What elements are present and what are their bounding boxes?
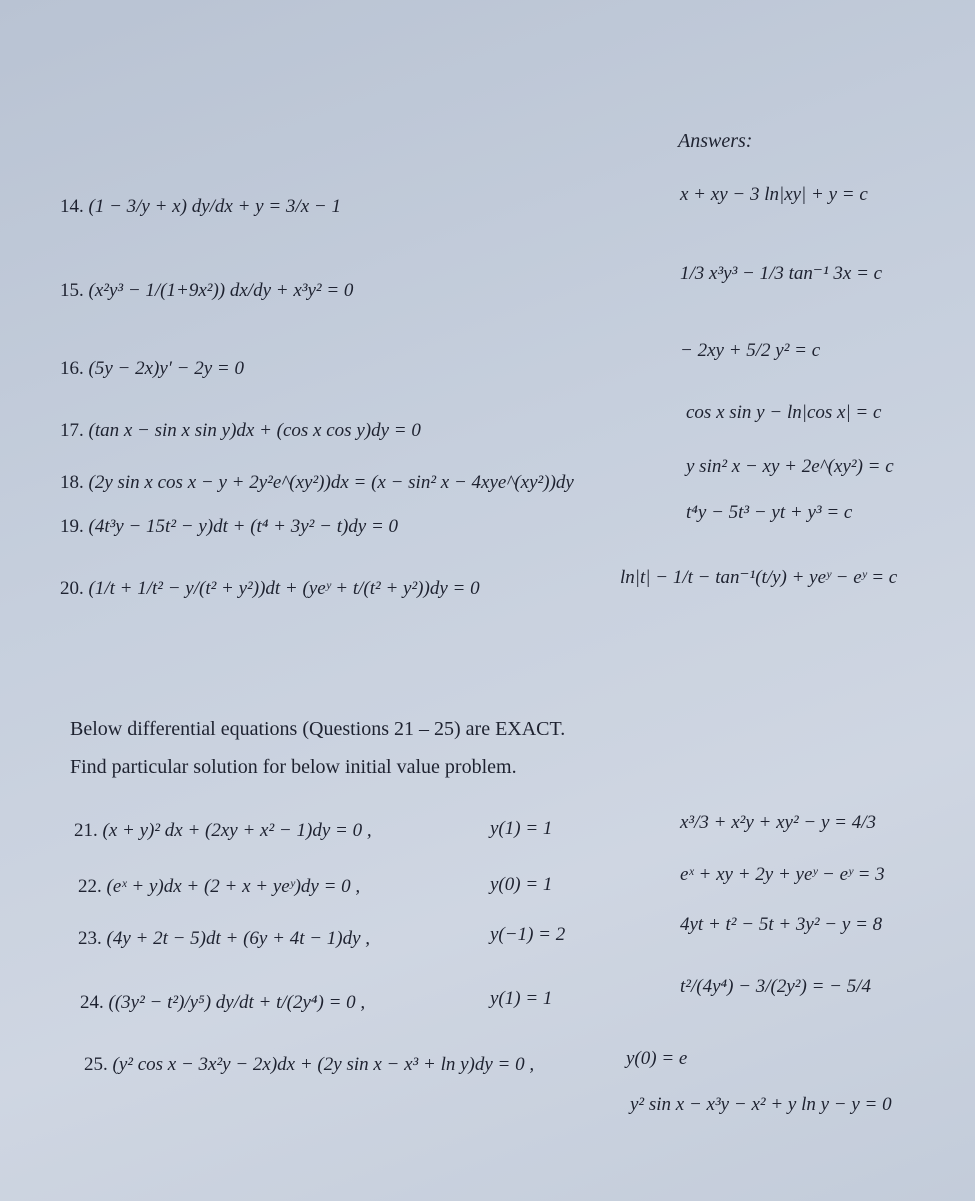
problem-21: 21. (x + y)² dx + (2xy + x² − 1)dy = 0 , <box>74 820 372 841</box>
answer-20: ln|t| − 1/t − tan⁻¹(t/y) + yeʸ − eʸ = c <box>620 567 898 588</box>
problem-25: 25. (y² cos x − 3x²y − 2x)dx + (2y sin x − x³ + ln y)dy = 0 , <box>84 1054 535 1075</box>
problem-22: 22. (eˣ + y)dx + (2 + x + yeʸ)dy = 0 , <box>78 876 361 897</box>
answer-25: y² sin x − x³y − x² + y ln y − y = 0 <box>630 1094 892 1115</box>
answer-16: − 2xy + 5/2 y² = c <box>680 340 821 361</box>
ivp-22: y(0) = 1 <box>490 874 553 895</box>
answers-title: Answers: <box>678 130 753 152</box>
answer-23: 4yt + t² − 5t + 3y² − y = 8 <box>680 914 883 935</box>
ivp-24: y(1) = 1 <box>490 988 553 1009</box>
section2-heading-1: Below differential equations (Questions 21 – 25) are EXACT. <box>70 718 566 740</box>
answer-14: x + xy − 3 ln|xy| + y = c <box>680 184 868 205</box>
answer-22: eˣ + xy + 2y + yeʸ − eʸ = 3 <box>680 864 885 885</box>
problem-23: 23. (4y + 2t − 5)dt + (6y + 4t − 1)dy , <box>78 928 371 949</box>
problem-17: 17. (tan x − sin x sin y)dx + (cos x cos y)dy = 0 <box>60 420 421 441</box>
answer-24: t²/(4y⁴) − 3/(2y²) = − 5/4 <box>680 976 872 997</box>
answer-17: cos x sin y − ln|cos x| = c <box>686 402 882 423</box>
problem-20: 20. (1/t + 1/t² − y/(t² + y²))dt + (yeʸ + t/(t² + y²))dy = 0 <box>60 578 480 599</box>
problem-19: 19. (4t³y − 15t² − y)dt + (t⁴ + 3y² − t)dy = 0 <box>60 516 399 537</box>
answer-15: 1/3 x³y³ − 1/3 tan⁻¹ 3x = c <box>680 263 883 284</box>
answer-19: t⁴y − 5t³ − yt + y³ = c <box>686 502 853 523</box>
problem-24: 24. ((3y² − t²)/y⁵) dy/dt + t/(2y⁴) = 0 , <box>80 992 366 1013</box>
problem-18: 18. (2y sin x cos x − y + 2y²e^(xy²))dx = (x − sin² x − 4xye^(xy²))dy <box>60 472 574 493</box>
answer-18: y sin² x − xy + 2e^(xy²) = c <box>686 456 894 477</box>
problem-15: 15. (x²y³ − 1/(1+9x²)) dx/dy + x³y² = 0 <box>60 280 354 301</box>
ivp-21: y(1) = 1 <box>490 818 553 839</box>
ivp-23: y(−1) = 2 <box>490 924 566 945</box>
problem-14: 14. (1 − 3/y + x) dy/dx + y = 3/x − 1 <box>60 196 341 217</box>
answer-21: x³/3 + x²y + xy² − y = 4/3 <box>680 812 877 833</box>
problem-16: 16. (5y − 2x)y′ − 2y = 0 <box>60 358 245 379</box>
section2-heading-2: Find particular solution for below initial value problem. <box>70 756 517 778</box>
ivp-25: y(0) = e <box>626 1048 688 1069</box>
